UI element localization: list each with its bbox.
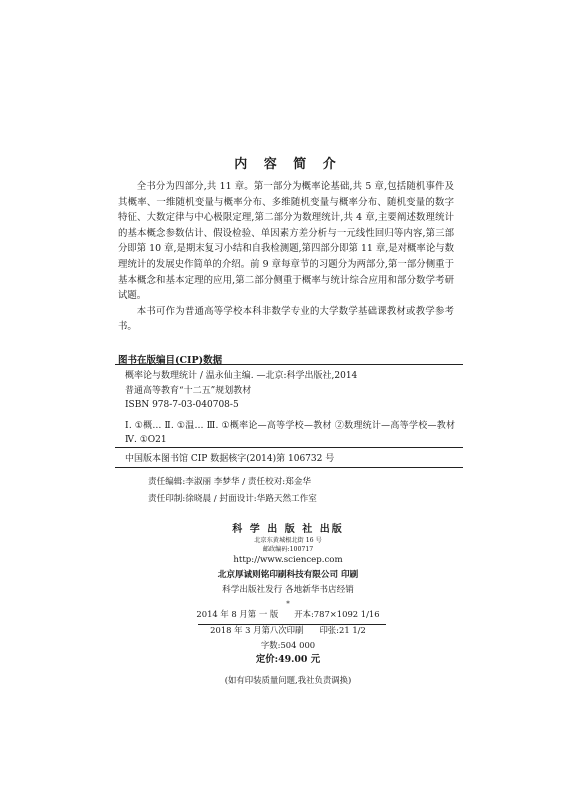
intro-paragraph: 本书可作为普通高等学校本科非数学专业的大学数学基础课教材或教学参考书。 (118, 305, 454, 333)
publisher-address: 北京东黄城根北街 16 号 (254, 537, 322, 544)
printed-sheets: 印张:21 1/2 (319, 625, 366, 635)
price: 定价:49.00 元 (255, 654, 321, 665)
spec-row-printing (0, 622, 576, 638)
distribution-line: 科学出版社发行 各地新华书店经销 (222, 585, 354, 595)
publisher-website: http://www.sciencep.com (233, 555, 343, 565)
edition-date: 2014 年 8 月第 一 版 (196, 609, 279, 619)
production-credit: 责任印制:徐晓晨 / 封面设计:华路天然工作室 (148, 494, 317, 504)
publication-specs (0, 606, 576, 688)
cip-line: ISBN 978-7-03-040708-5 (125, 400, 239, 411)
publisher-name: 科 学 出 版 社 出版 (232, 524, 344, 535)
printer-line: 北京厚诚则铭印刷科技有限公司 印刷 (217, 570, 359, 580)
intro-text (118, 179, 454, 335)
book-format: 开本:787×1092 1/16 (294, 609, 380, 619)
imprint (0, 524, 576, 610)
cip-mid-rule (115, 447, 463, 448)
spec-row-edition (0, 606, 576, 622)
printing-date: 2018 年 3 月第八次印刷 (210, 625, 304, 635)
quality-note: (如有印装质量问题,我社负责调换) (224, 675, 352, 685)
cip-record (125, 369, 455, 448)
cip-heading: 图书在版编目(CIP)数据 (118, 355, 223, 366)
intro-paragraph: 全书分为四部分,共 11 章。第一部分为概率论基础,共 5 章,包括随机事件及其概率、一维随机变量与概率分布、多维随机变量与概率分布、随机变量的数字特征、大数定律与中心极限定理,第二部分为数理统计,共 4 章,主要阐述数理统计的基本概念参数估计、假设检验、单因素方差分析与一元线性回归等内容,第三部分即第 10 章,是期末复习小结和自我检测题,第四部分即第 11 章,是对概率论与数理统计的发展史作简单的介绍。前 9 章每章节的习题分为两部分,第一部分侧重于基本概念和基本定理的应用,第二部分侧重于概率与统计综合应用和部分数学考研试题。 (118, 181, 454, 302)
cip-number: 中国版本图书馆 CIP 数据核字(2014)第 106732 号 (125, 454, 335, 464)
publisher-postcode: 邮政编码:100717 (262, 546, 314, 553)
credits (148, 474, 317, 508)
separator-star: * (286, 600, 290, 608)
cip-bottom-rule (115, 467, 463, 468)
cip-line: 概率论与数理统计 / 温永仙主编. —北京:科学出版社,2014 (125, 371, 358, 381)
cip-top-rule (115, 364, 463, 365)
intro-title: 内 容 简 介 (234, 157, 342, 172)
cip-line: 普通高等教育“十二五”规划教材 (125, 385, 252, 396)
word-count: 字数:504 000 (260, 640, 316, 650)
editor-credit: 责任编辑:李淑丽 李梦华 / 责任校对:郑金华 (148, 477, 311, 487)
cip-classification: Ⅰ. ①概… Ⅱ. ①温… Ⅲ. ①概率论—高等学校—教材 ②数理统计—高等学校—教材 Ⅳ. ①O21 (125, 420, 455, 446)
